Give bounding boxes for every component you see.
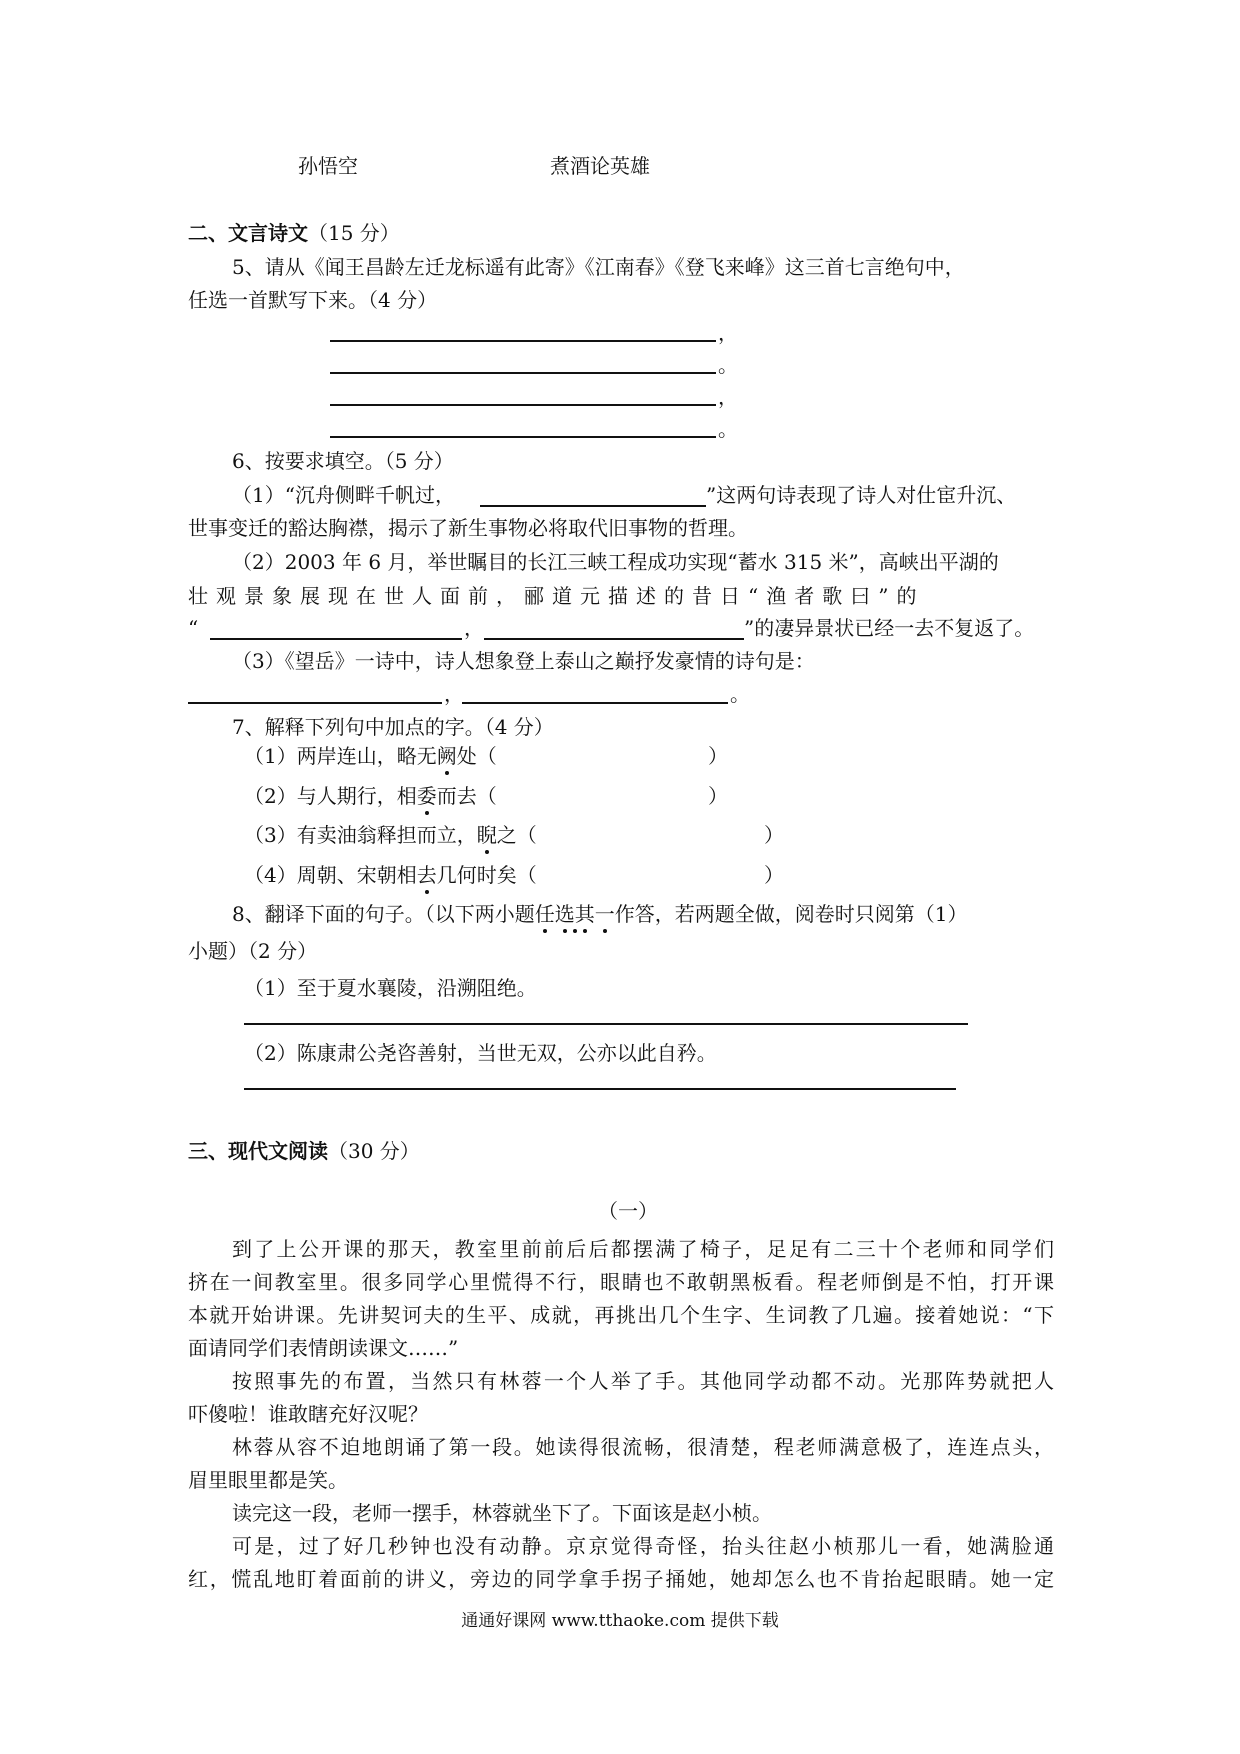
q8-line2: 小题）（2 分） — [188, 939, 318, 963]
q6-part1-c: 世事变迁的豁达胸襟，揭示了新生事物必将取代旧事物的哲理。 — [188, 516, 748, 540]
q6-part3-blank-2 — [462, 702, 728, 704]
q7-item-4-pre: （4）周朝、宋朝相 — [244, 863, 417, 887]
q8-dotted-char-3: 其 — [574, 902, 595, 926]
q7-item-4-dotted-char: 去 — [416, 863, 437, 887]
q5-answer-line-1 — [330, 340, 716, 342]
reading-line-8: 眉里眼里都是笑。 — [188, 1468, 348, 1492]
q7-title: 7、解释下列句中加点的字。（4 分） — [232, 715, 554, 739]
q6-part2-c3: ”的凄异景状已经一去不复返了。 — [744, 616, 1035, 640]
q7-item-4-post: 几何时矣（ — [436, 863, 537, 887]
q6-part2-blank-1 — [210, 638, 462, 640]
top-right-word: 煮酒论英雄 — [550, 154, 650, 178]
q8-dotted-char-2: 选 — [554, 902, 575, 926]
q8-sentence-2: （2）陈康肃公尧咨善射，当世无双，公亦以此自矜。 — [244, 1041, 717, 1065]
q7-item-1-close: ） — [708, 744, 728, 768]
page-footer: 通通好课网 www.tthaoke.com 提供下载 — [461, 1611, 779, 1631]
q7-item-2 — [244, 783, 497, 809]
q7-item-2-pre: （2）与人期行，相 — [244, 784, 417, 808]
q8-dotted-char-1: 任 — [534, 902, 555, 926]
q8-dotted-char-4: 一 — [594, 902, 615, 926]
reading-line-2: 挤在一间教室里。很多同学心里慌得不行，眼睛也不敢朝黑板看。程老师倒是不怕，打开课 — [188, 1270, 1054, 1294]
section3-title: 三、现代文阅读 — [188, 1139, 328, 1163]
q7-item-4-close: ） — [764, 863, 784, 887]
q6-part3-b: ， — [444, 682, 464, 706]
q6-part1-blank — [480, 505, 706, 507]
top-left-word: 孙悟空 — [298, 154, 358, 178]
q7-item-1-pre: （1）两岸连山，略无 — [244, 744, 437, 768]
q7-item-4 — [244, 862, 537, 888]
q6-part2-blank-2 — [484, 638, 744, 640]
q6-part2-c1: “ — [188, 616, 199, 640]
reading-line-7: 林蓉从容不迫地朗诵了第一段。她读得很流畅，很清楚，程老师满意极了，连连点头， — [232, 1435, 1054, 1459]
q8-dotted-phrase — [535, 902, 615, 926]
reading-line-3: 本就开始讲课。先讲契诃夫的生平、成就，再挑出几个生字、生词教了几遍。接着她说：“下 — [188, 1303, 1054, 1327]
q6-title: 6、按要求填空。（5 分） — [232, 449, 454, 473]
reading-line-1: 到了上公开课的那天，教室里前前后后都摆满了椅子，足足有二三十个老师和同学们 — [232, 1237, 1054, 1261]
q7-item-3-close: ） — [764, 823, 784, 847]
q6-part2-a: （2）2003 年 6 月，举世瞩目的长江三峡工程成功实现“蓄水 315 米”，高峡出平湖的 — [232, 550, 999, 574]
section3-heading — [188, 1138, 420, 1164]
reading-line-9: 读完这一段，老师一摆手，林蓉就坐下了。下面该是赵小桢。 — [232, 1501, 772, 1525]
q5-answer-line-3 — [330, 404, 716, 406]
reading-line-6: 吓傻啦！谁敢瞎充好汉呢？ — [188, 1402, 428, 1426]
q7-item-1-post: 处（ — [456, 744, 497, 768]
q6-part2-b: 壮观景象展现在世人面前，郦道元描述的昔日“渔者歌曰”的 — [188, 584, 925, 608]
q5-line2: 任选一首默写下来。（4 分） — [188, 288, 438, 312]
q5-punct-4: 。 — [718, 417, 738, 441]
section3-score: （30 分） — [328, 1139, 420, 1163]
reading-line-4: 面请同学们表情朗读课文……” — [188, 1336, 459, 1360]
q6-part3-c: 。 — [730, 682, 750, 706]
section3-part-label: （一） — [598, 1199, 658, 1223]
q6-part3-blank-1 — [188, 702, 442, 704]
q7-item-1 — [244, 743, 497, 769]
q5-punct-1: ， — [718, 321, 738, 345]
q7-item-3-dotted-char: 睨 — [476, 823, 497, 847]
reading-line-11: 红，慌乱地盯着面前的讲义，旁边的同学拿手拐子捅她，她却怎么也不肯抬起眼睛。她一定 — [188, 1567, 1054, 1591]
q7-item-2-close: ） — [708, 784, 728, 808]
q7-item-1-dotted-char: 阙 — [436, 744, 457, 768]
q7-item-2-post: 而去（ — [436, 784, 497, 808]
q8-line1-post: 作答，若两题全做，阅卷时只阅第（1） — [614, 902, 968, 926]
q8-line1-pre: 8、翻译下面的句子。（以下两小题 — [232, 902, 535, 926]
q6-part1-b: ”这两句诗表现了诗人对仕宦升沉、 — [706, 483, 1017, 507]
q7-item-3-pre: （3）有卖油翁释担而立， — [244, 823, 477, 847]
q5-punct-3: ， — [718, 385, 738, 409]
q6-part2-c2: ， — [464, 616, 484, 640]
reading-line-5: 按照事先的布置，当然只有林蓉一个人举了手。其他同学动都不动。光那阵势就把人 — [232, 1369, 1054, 1393]
q5-punct-2: 。 — [718, 353, 738, 377]
q8-line1 — [232, 901, 967, 927]
q7-item-2-dotted-char: 委 — [416, 784, 437, 808]
reading-line-10: 可是，过了好几秒钟也没有动静。京京觉得奇怪，抬头往赵小桢那儿一看，她满脸通 — [232, 1534, 1054, 1558]
section2-score: （15 分） — [308, 221, 400, 245]
section2-title: 二、文言诗文 — [188, 221, 308, 245]
q5-answer-line-2 — [330, 372, 716, 374]
q6-part1-a: （1）“沉舟侧畔千帆过， — [232, 483, 455, 507]
q8-answer-line-2 — [244, 1088, 956, 1090]
q5-answer-line-4 — [330, 436, 716, 438]
q7-item-3-post: 之（ — [496, 823, 537, 847]
q6-part3-a: （3）《望岳》一诗中，诗人想象登上泰山之巅抒发豪情的诗句是： — [232, 649, 815, 673]
q8-sentence-1: （1）至于夏水襄陵，沿溯阻绝。 — [244, 976, 537, 1000]
q5-line1: 5、请从《闻王昌龄左迁龙标遥有此寄》《江南春》《登飞来峰》这三首七言绝句中， — [232, 255, 965, 279]
q7-item-3 — [244, 822, 537, 848]
q8-answer-line-1 — [244, 1023, 968, 1025]
section2-heading — [188, 220, 400, 246]
